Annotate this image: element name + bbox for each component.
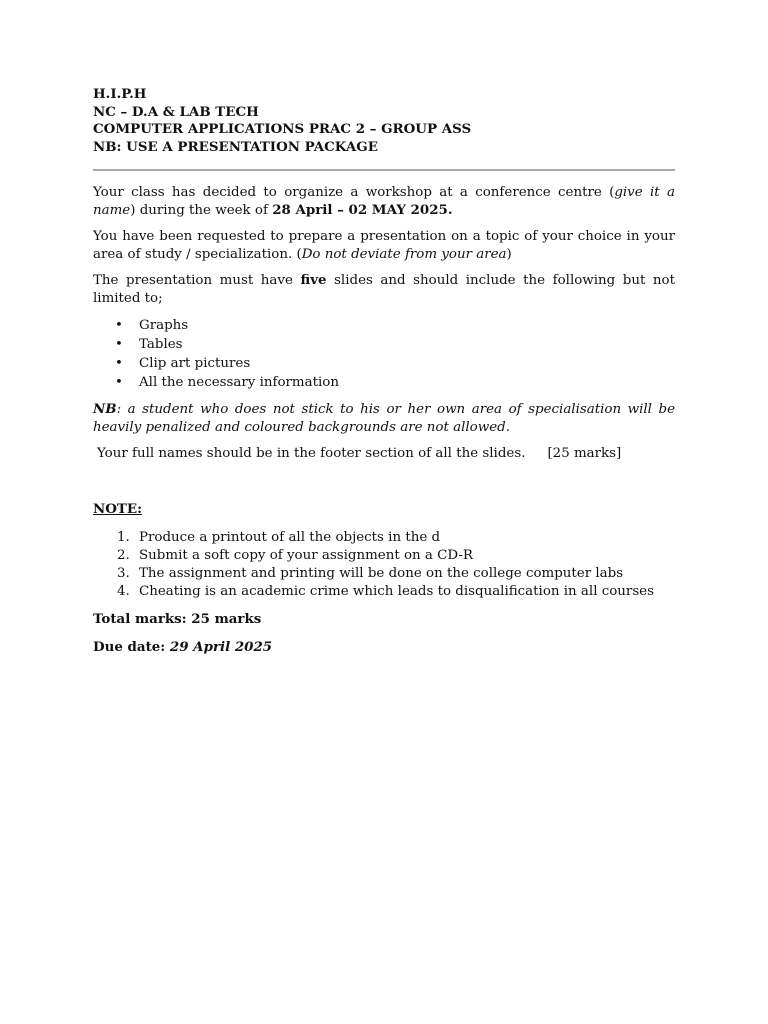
bullet-icon: • bbox=[115, 337, 123, 352]
due-date-label: Due date: bbox=[93, 638, 170, 655]
list-item-text: Produce a printout of all the objects in the d bbox=[139, 530, 441, 545]
due-date bbox=[93, 639, 675, 657]
list-item bbox=[117, 583, 675, 601]
presentation-text-a: You have been requested to prepare a presentation on a topic of your choice in your area of study / specialization. ( bbox=[93, 229, 675, 262]
list-item bbox=[115, 316, 675, 335]
bullet-icon: • bbox=[115, 356, 123, 371]
marks-label: [25 marks] bbox=[547, 446, 622, 461]
list-item-text: Submit a soft copy of your assignment on a CD-R bbox=[139, 548, 474, 563]
nb-label: NB bbox=[93, 401, 117, 417]
document-content bbox=[93, 86, 675, 665]
list-number: 2. bbox=[117, 548, 130, 563]
nb-text: : a student who does not stick to his or her own area of specialisation will be heavily penalized and coloured backgrounds are not allowed. bbox=[93, 402, 675, 435]
workshop-text-a: Your class has decided to organize a workshop at a conference centre ( bbox=[93, 185, 615, 200]
list-item-text: Clip art pictures bbox=[139, 356, 251, 371]
footer-instruction-text: Your full names should be in the footer section of all the slides. bbox=[97, 446, 526, 461]
institution-name: H.I.P.H bbox=[93, 86, 147, 102]
requirements-paragraph bbox=[93, 272, 675, 307]
list-item-text: Cheating is an academic crime which leads to disqualification in all courses bbox=[139, 584, 654, 599]
workshop-paragraph bbox=[93, 184, 675, 219]
workshop-text-c: ) during the week of bbox=[130, 202, 273, 218]
assignment-instruction: NB: USE A PRESENTATION PACKAGE bbox=[93, 138, 378, 155]
list-item-text: Graphs bbox=[139, 318, 189, 333]
course-name: NC – D.A & LAB TECH bbox=[93, 103, 259, 120]
header-divider bbox=[93, 169, 675, 171]
list-item-text: All the necessary information bbox=[139, 375, 339, 390]
list-item bbox=[117, 547, 675, 565]
list-item-text: Tables bbox=[139, 337, 183, 352]
requirements-list bbox=[93, 316, 675, 392]
due-date-value: 29 April 2025 bbox=[169, 638, 273, 655]
workshop-text-italic: give it a name bbox=[93, 185, 675, 218]
list-item bbox=[115, 335, 675, 354]
workshop-dates: 28 April – 02 MAY 2025. bbox=[272, 201, 453, 218]
bullet-icon: • bbox=[115, 318, 123, 333]
presentation-text-italic: Do not deviate from your area bbox=[301, 246, 507, 262]
list-item-text: The assignment and printing will be done on the college computer labs bbox=[139, 566, 624, 581]
list-item bbox=[115, 354, 675, 373]
presentation-paragraph bbox=[93, 228, 675, 263]
list-item bbox=[115, 373, 675, 392]
slide-count: five bbox=[300, 272, 327, 288]
note-heading: NOTE: bbox=[93, 500, 143, 517]
list-item bbox=[117, 529, 675, 547]
list-item bbox=[117, 565, 675, 583]
document-header bbox=[93, 86, 675, 156]
requirements-text-c: slides and should include the following but not limited to; bbox=[93, 273, 676, 306]
list-number: 1. bbox=[117, 530, 130, 545]
presentation-text-c: ) bbox=[506, 246, 512, 262]
assignment-title: COMPUTER APPLICATIONS PRAC 2 – GROUP ASS bbox=[93, 121, 472, 137]
bullet-icon: • bbox=[115, 375, 123, 390]
list-number: 4. bbox=[117, 584, 130, 599]
requirements-text-a: The presentation must have bbox=[93, 273, 301, 288]
note-list bbox=[93, 529, 675, 601]
list-number: 3. bbox=[117, 566, 130, 581]
footer-instruction bbox=[97, 445, 675, 463]
total-marks: Total marks: 25 marks bbox=[93, 611, 262, 627]
nb-paragraph bbox=[93, 401, 675, 436]
